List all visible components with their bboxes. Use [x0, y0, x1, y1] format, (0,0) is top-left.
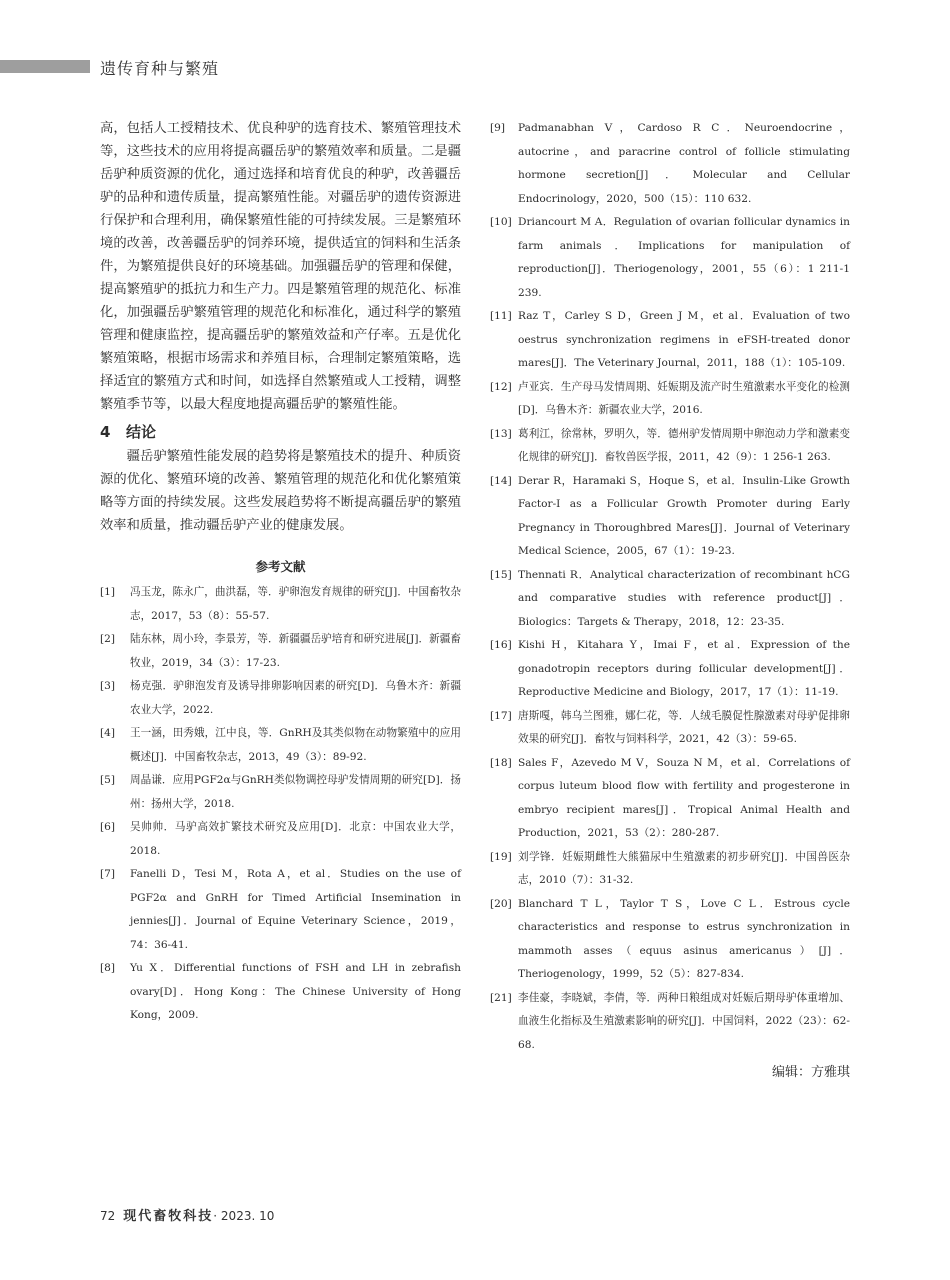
reference-item	[490, 634, 850, 705]
reference-number: [1]	[100, 586, 116, 598]
reference-number: [5]	[100, 774, 116, 786]
reference-number: [6]	[100, 821, 116, 833]
reference-number: [7]	[100, 868, 116, 880]
issue-info: · 2023. 10	[213, 1209, 275, 1223]
editor-credit: 编辑：方雅琪	[771, 1065, 850, 1080]
reference-text: Yu X．Differential functions of FSH and LH in zebrafish ovary[D]．Hong Kong：The Chinese University of Hong Kong，2009.	[130, 962, 461, 1021]
reference-text: 唐斯嘎，韩乌兰图雅，娜仁花，等．人绒毛膜促性腺激素对母驴促排卵效果的研究[J]．畜牧与饲料科学，2021，42（3）：59-65.	[518, 709, 850, 745]
reference-number: [3]	[100, 680, 116, 692]
reference-item	[490, 846, 850, 893]
reference-text: Derar R，Haramaki S，Hoque S，et al．Insulin-Like Growth Factor-I as a Follicular Growth Promoter during Early Pregnancy in Thoroughbred Mares[J]．Journal of Veterinary Medical Science，2005，67（1）：19-23.	[518, 474, 850, 557]
reference-text: 周晶谦．应用PGF2α与GnRH类似物调控母驴发情周期的研究[D]．扬州：扬州大学，2018.	[130, 774, 461, 810]
reference-item	[100, 628, 461, 675]
reference-item	[100, 863, 461, 957]
reference-item	[490, 987, 850, 1058]
section-number: 4	[100, 423, 111, 441]
section-heading	[100, 421, 461, 443]
reference-number: [17]	[490, 709, 512, 722]
reference-text: Sales F，Azevedo M V，Souza N M，et al．Correlations of corpus luteum blood flow with fertility and progesterone in embryo recipient mares[J]．Tropical Animal Health and Production，2021，53（2）：280-287.	[518, 756, 850, 839]
section-header-title: 遗传育种与繁殖	[100, 59, 220, 78]
reference-item	[100, 675, 461, 722]
reference-item	[490, 470, 850, 564]
reference-item	[490, 564, 850, 635]
reference-text: 葛利江，徐常林，罗明久，等．德州驴发情周期中卵泡动力学和激素变化规律的研究[J]．畜牧兽医学报，2011，42（9）：1 256-1 263.	[518, 427, 850, 463]
reference-text: Blanchard T L，Taylor T S，Love C L．Estrous cycle characteristics and response to estrus synchronization in mammoth asses（equus asinus americanus）[J]．Theriogenology，1999，52（5）：827-834.	[518, 897, 850, 980]
reference-item	[100, 769, 461, 816]
journal-name: 现代畜牧科技	[123, 1209, 214, 1224]
reference-number: [2]	[100, 633, 116, 645]
reference-text: 陆东林，周小玲，李景芳，等．新疆疆岳驴培育和研究进展[J]．新疆畜牧业，2019，34（3）：17-23.	[130, 633, 461, 669]
reference-text: 卢亚宾．生产母马发情周期、妊娠期及流产时生殖激素水平变化的检测[D]．乌鲁木齐：新疆农业大学，2016.	[518, 380, 850, 416]
reference-item	[100, 581, 461, 628]
right-column	[490, 117, 850, 1083]
reference-item	[100, 957, 461, 1028]
reference-item	[490, 305, 850, 376]
reference-item	[490, 211, 850, 305]
reference-text: 吴帅帅．马驴高效扩繁技术研究及应用[D]．北京：中国农业大学，2018.	[130, 821, 461, 857]
reference-text: Kishi H，Kitahara Y，Imai F，et al．Expression of the gonadotropin receptors during follicular development[J]．Reproductive Medicine and Biology，2017，17（1）：11-19.	[518, 639, 850, 698]
reference-list-left	[100, 581, 461, 1028]
reference-text: 刘学锋．妊娠期雌性大熊猫尿中生殖激素的初步研究[J]．中国兽医杂志，2010（7）：31-32.	[518, 850, 850, 886]
reference-item	[100, 816, 461, 863]
reference-item	[490, 376, 850, 423]
left-column	[100, 117, 461, 1028]
reference-text: 王一涵，田秀娥，江中良，等．GnRH及其类似物在动物繁殖中的应用概述[J]．中国畜牧杂志，2013，49（3）：89-92.	[130, 727, 461, 763]
reference-number: [8]	[100, 962, 116, 974]
reference-number: [10]	[490, 216, 512, 228]
body-paragraph-1: 高，包括人工授精技术、优良种驴的选育技术、繁殖管理技术等，这些技术的应用将提高疆岳驴的繁殖效率和质量。二是疆岳驴种质资源的优化，通过选择和培育优良的种驴，改善疆岳驴的品种和遗传质量，提高繁殖性能。对疆岳驴的遗传资源进行保护和合理利用，确保繁殖性能的可持续发展。三是繁殖环境的改善，改善疆岳驴的饲养环境，提供适宜的饲料和生活条件，为繁殖提供良好的环境基础。加强疆岳驴的管理和保健，提高繁殖驴的抵抗力和生产力。四是繁殖管理的规范化、标准化，加强疆岳驴繁殖管理的规范化和标准化，通过科学的繁殖管理和健康监控，提高疆岳驴的繁殖效益和产仔率。五是优化繁殖策略，根据市场需求和养殖目标，合理制定繁殖策略，选择适宜的繁殖方式和时间，如选择自然繁殖或人工授精，调整繁殖季节等，以最大程度地提高疆岳驴的繁殖性能。	[100, 121, 461, 412]
reference-number: [12]	[490, 380, 512, 393]
reference-item	[100, 722, 461, 769]
reference-number: [21]	[490, 991, 512, 1004]
reference-number: [19]	[490, 850, 512, 863]
reference-number: [13]	[490, 427, 512, 440]
reference-item	[490, 117, 850, 211]
reference-text: Padmanabhan V，Cardoso R C．Neuroendocrine，autocrine，and paracrine control of follicle stimulating hormone secretion[J]．Molecular and Cellular Endocrinology，2020，500（15）：110 632.	[518, 122, 850, 205]
reference-text: Thennati R．Analytical characterization of recombinant hCG and comparative studies with reference product[J]．Biologics：Targets & Therapy，2018，12：23-35.	[518, 568, 850, 628]
reference-text: Driancourt M A．Regulation of ovarian follicular dynamics in farm animals．Implications for manipulation of reproduction[J]．Theriogenology，2001，55（6）：1 211-1 239.	[518, 216, 850, 299]
reference-text: Fanelli D，Tesi M，Rota A，et al．Studies on the use of PGF2α and GnRH for Timed Artificial Insemination in jennies[J]．Journal of Equine Veterinary Science，2019，74：36-41.	[130, 868, 461, 951]
references-title: 参考文献	[255, 559, 306, 574]
reference-number: [4]	[100, 727, 116, 739]
reference-item	[490, 893, 850, 987]
reference-number: [14]	[490, 474, 512, 487]
reference-number: [16]	[490, 639, 512, 651]
header-bar	[0, 60, 90, 73]
reference-text: 杨克强．驴卵泡发育及诱导排卵影响因素的研究[D]．乌鲁木齐：新疆农业大学，2022.	[130, 680, 461, 716]
reference-item	[490, 752, 850, 846]
reference-list-right	[490, 117, 850, 1057]
reference-item	[490, 423, 850, 470]
reference-number: [15]	[490, 568, 512, 581]
reference-text: 冯玉龙，陈永广，曲洪磊，等．驴卵泡发育规律的研究[J]．中国畜牧杂志，2017，53（8）：55-57.	[130, 586, 461, 622]
reference-item	[490, 705, 850, 752]
page-footer	[100, 1205, 274, 1224]
reference-number: [18]	[490, 756, 512, 769]
reference-text: 李佳豪，李晓斌，李倩，等．两种日粮组成对妊娠后期母驴体重增加、血液生化指标及生殖激素影响的研究[J]．中国饲料，2022（23）：62-68.	[518, 991, 850, 1051]
body-paragraph-2: 疆岳驴繁殖性能发展的趋势将是繁殖技术的提升、种质资源的优化、繁殖环境的改善、繁殖管理的规范化和优化繁殖策略等方面的持续发展。这些发展趋势将不断提高疆岳驴的繁殖效率和质量，推动疆岳驴产业的健康发展。	[100, 449, 461, 533]
section-title: 结论	[126, 423, 157, 441]
reference-number: [20]	[490, 897, 512, 910]
reference-number: [11]	[490, 310, 512, 322]
page-number: 72	[100, 1209, 116, 1223]
reference-number: [9]	[490, 122, 506, 134]
reference-text: Raz T，Carley S D，Green J M，et al．Evaluation of two oestrus synchronization regimens in eFSH-treated donor mares[J]．The Veterinary Journal，2011，188（1）：105-109.	[518, 310, 850, 369]
